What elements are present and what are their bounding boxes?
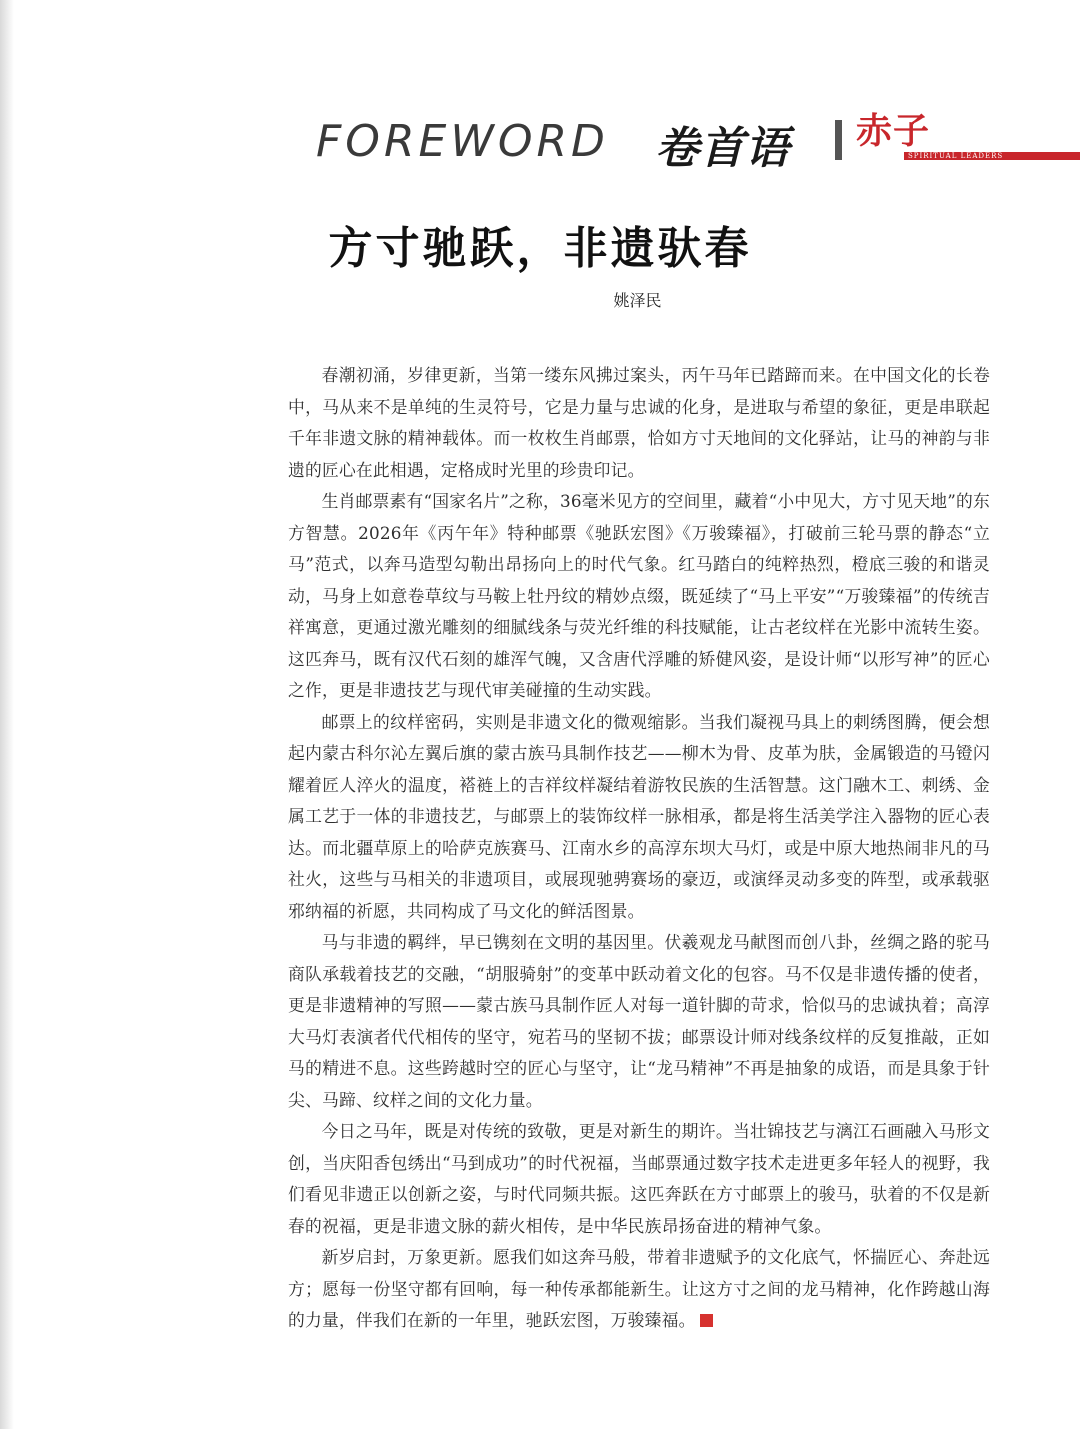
article-paragraph: 今日之马年，既是对传统的致敬，更是对新生的期许。当壮锦技艺与漓江石画融入马形文创，当庆阳香包绣出“马到成功”的时代祝福，当邮票通过数字技术走进更多年轻人的视野，我们看见非遗正以创新之姿，与时代同频共振。这匹奔跃在方寸邮票上的骏马，驮着的不仅是新春的祝福，更是非遗文脉的薪火相传，是中华民族昂扬奋进的精神气象。: [288, 1121, 990, 1236]
article-paragraph: 邮票上的纹样密码，实则是非遗文化的微观缩影。当我们凝视马具上的刺绣图腾，便会想起内蒙古科尔沁左翼后旗的蒙古族马具制作技艺——柳木为骨、皮革为肤，金属锻造的马镫闪耀着匠人淬火的温度，褡裢上的吉祥纹样凝结着游牧民族的生活智慧。这门融木工、刺绣、金属工艺于一体的非遗技艺，与邮票上的装饰纹样一脉相承，都是将生活美学注入器物的匠心表达。而北疆草原上的哈萨克族赛马、江南水乡的高淳东坝大马灯，或是中原大地热闹非凡的马社火，这些与马相关的非遗项目，或展现驰骋赛场的豪迈，或演绎灵动多变的阵型，或承载驱邪纳福的祈愿，共同构成了马文化的鲜活图景。: [288, 711, 990, 921]
article-paragraph: 生肖邮票素有“国家名片”之称，36毫米见方的空间里，藏着“小中见大，方寸见天地”的东方智慧。2026年《丙午年》特种邮票《驰跃宏图》《万骏臻福》，打破前三轮马票的静态“立马”范式，以奔马造型勾勒出昂扬向上的时代气象。红马踏白的纯粹热烈，橙底三骏的和谐灵动，马身上如意卷草纹与马鞍上牡丹纹的精妙点缀，既延续了“马上平安”“万骏臻福”的传统吉祥寓意，更通过激光雕刻的细腻线条与荧光纤维的科技赋能，让古老纹样在光影中流转生姿。这匹奔马，既有汉代石刻的雄浑气魄，又含唐代浮雕的矫健风姿，是设计师“以形写神”的匠心之作，更是非遗技艺与现代审美碰撞的生动实践。: [288, 491, 990, 700]
header-divider: [835, 120, 842, 160]
page-header: [0, 108, 1080, 178]
article-paragraph: 春潮初涌，岁律更新，当第一缕东风拂过案头，丙午马年已踏蹄而来。在中国文化的长卷中，马从来不是单纯的生灵符号，它是力量与忠诚的化身，是进取与希望的象征，更是串联起千年非遗文脉的精神载体。而一枚枚生肖邮票，恰如方寸天地间的文化驿站，让马的神韵与非遗的匠心在此相遇，定格成时光里的珍贵印记。: [288, 365, 990, 480]
foreword-label: FOREWORD: [316, 116, 609, 167]
article-author: 姚泽民: [613, 291, 662, 310]
article-paragraph: 马与非遗的羁绊，早已镌刻在文明的基因里。伏羲观龙马献图而创八卦，丝绸之路的驼马商队承载着技艺的交融，“胡服骑射”的变革中跃动着文化的包容。马不仅是非遗传播的使者，更是非遗精神的写照——蒙古族马具制作匠人对每一道针脚的苛求，恰似马的忠诚执着；高淳大马灯表演者代代相传的坚守，宛若马的坚韧不拔；邮票设计师对线条纹样的反复推敲，正如马的精进不息。这些跨越时空的匠心与坚守，让“龙马精神”不再是抽象的成语，而是具象于针尖、马蹄、纹样之间的文化力量。: [288, 932, 990, 1110]
article-paragraph-last: [288, 1242, 990, 1337]
article-body: [288, 360, 990, 1337]
article-paragraph-text: 新岁启封，万象更新。愿我们如这奔马般，带着非遗赋予的文化底气，怀揣匠心、奔赴远方；愿每一份坚守都有回响，每一种传承都能新生。让这方寸之间的龙马精神，化作跨越山海的力量，伴我们在新的一年里，驰跃宏图，万骏臻福。: [288, 1247, 990, 1330]
end-mark-icon: [700, 1314, 713, 1327]
magazine-logo-subtitle: SPIRITUAL LEADERS: [908, 152, 1004, 160]
section-title-cn: 卷首语: [655, 123, 790, 174]
article-title: 方寸驰跃，非遗驮春: [328, 223, 752, 274]
magazine-logo: 赤子: [856, 111, 931, 152]
